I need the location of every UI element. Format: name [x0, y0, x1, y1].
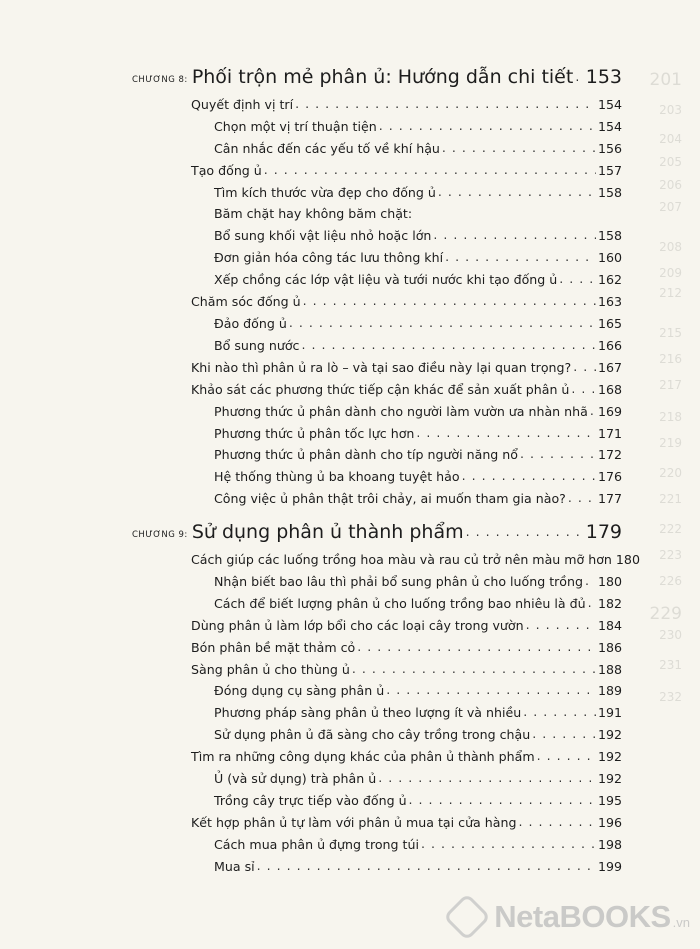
entry-page-number: 184: [597, 617, 622, 633]
leader-dots: [264, 164, 596, 177]
watermark-suffix: .vn: [672, 914, 690, 930]
toc-subentry: [214, 427, 622, 441]
toc-subentry: [214, 597, 622, 611]
entry-title: Mua sỉ: [214, 858, 255, 874]
show-through-page-number: 221: [659, 492, 682, 506]
toc-subentry: [214, 470, 622, 484]
entry-page-number: 180: [615, 552, 640, 567]
entry-page-number: 198: [597, 836, 622, 852]
entry-page-number: 186: [597, 639, 622, 655]
show-through-page-number: 217: [659, 378, 682, 392]
entry-page-number: 182: [597, 595, 622, 611]
entry-page-number: 157: [597, 162, 622, 178]
leader-dots: [573, 361, 596, 374]
entry-page-number: 163: [597, 294, 622, 310]
toc-subentry: [214, 684, 622, 698]
chapter-heading: [132, 68, 622, 87]
entry-title: Chọn một vị trí thuận tiện: [214, 118, 377, 134]
entry-title: Phương thức ủ phân tốc lực hơn: [214, 425, 415, 441]
toc-subentry: [214, 772, 622, 786]
show-through-page-number: 212: [659, 286, 682, 300]
entry-title: Hệ thống thùng ủ ba khoang tuyệt hảo: [214, 469, 460, 485]
entry-title: Tìm ra những công dụng khác của phân ủ thành phẩm: [191, 749, 535, 765]
leader-dots: [559, 273, 596, 286]
show-through-page-number: 208: [659, 240, 682, 254]
entry-title: Bổ sung khối vật liệu nhỏ hoặc lớn: [214, 228, 432, 244]
show-through-page-number: 215: [659, 326, 682, 340]
entry-title: Phương thức ủ phân dành cho người làm vườn ưa nhàn nhã: [214, 403, 588, 419]
toc-subentry: [214, 860, 622, 874]
entry-title: Kết hợp phân ủ tự làm với phân ủ mua tại cửa hàng: [191, 814, 517, 830]
toc-subentry: [214, 120, 622, 134]
entry-page-number: 160: [597, 250, 622, 266]
leader-dots: [289, 317, 596, 330]
leader-dots: [303, 295, 596, 308]
toc-subentry: [214, 448, 622, 462]
show-through-page-number: 209: [659, 266, 682, 280]
entry-title: Nhận biết bao lâu thì phải bổ sung phân ủ cho luống trồng: [214, 573, 583, 589]
show-through-page-number: 223: [659, 548, 682, 562]
entry-page-number: 154: [597, 97, 622, 112]
toc-entry: [191, 641, 622, 655]
entry-title: Phương pháp sàng phân ủ theo lượng ít và nhiều: [214, 705, 522, 721]
entry-title: Sàng phân ủ cho thùng ủ: [191, 661, 350, 677]
show-through-page-number: 218: [659, 410, 682, 424]
chapter-label: CHƯƠNG 8:: [132, 74, 188, 85]
leader-dots: [386, 684, 596, 697]
leader-dots: [257, 860, 596, 873]
show-through-page-number: 222: [659, 522, 682, 536]
show-through-page-number: 229: [649, 604, 682, 624]
entry-title: Quyết định vị trí: [191, 97, 294, 112]
leader-dots: [585, 575, 596, 588]
toc-entry: [191, 383, 622, 397]
entry-page-number: 192: [597, 727, 622, 743]
entry-page-number: 158: [597, 184, 622, 200]
leader-dots: [416, 427, 596, 440]
entry-page-number: 196: [597, 814, 622, 830]
leader-dots: [295, 98, 596, 111]
leader-dots: [520, 448, 596, 461]
leader-dots: [466, 526, 584, 539]
toc-subentry: [214, 186, 622, 200]
show-through-page-number: 216: [659, 352, 682, 366]
leader-dots: [438, 186, 596, 199]
entry-page-number: 158: [597, 228, 622, 244]
entry-page-number: 180: [597, 573, 622, 589]
brand-logo-icon: [443, 893, 491, 941]
toc-subentry: [214, 273, 622, 287]
leader-dots: [537, 750, 596, 763]
entry-title: Dùng phân ủ làm lớp bổi cho các loại cây trong vườn: [191, 617, 524, 633]
toc-entry: [191, 295, 622, 309]
toc-entry: [191, 361, 622, 375]
leader-dots: [462, 470, 596, 483]
leader-dots: [379, 120, 596, 133]
entry-page-number: 169: [597, 403, 622, 419]
show-through-page-number: 204: [659, 132, 682, 146]
entry-page-number: 156: [597, 140, 622, 156]
leader-dots: [357, 641, 596, 654]
toc-entry: [191, 552, 640, 567]
show-through-page-number: 219: [659, 436, 682, 450]
leader-dots: [378, 772, 596, 785]
entry-page-number: 162: [597, 272, 622, 288]
toc-subentry-label: Băm chặt hay không băm chặt:: [214, 205, 413, 221]
toc-entry: [191, 619, 622, 633]
toc-subentry: [214, 142, 622, 156]
leader-dots: [588, 597, 596, 610]
chapter-heading: [132, 523, 622, 542]
toc-subentry: [214, 706, 622, 720]
chapter-label: CHƯƠNG 9:: [132, 529, 188, 540]
leader-dots: [532, 728, 596, 741]
entry-title: Phương thức ủ phân dành cho típ người năng nổ: [214, 447, 518, 463]
leader-dots: [442, 142, 596, 155]
toc-entry: [191, 98, 622, 112]
entry-title: Tìm kích thước vừa đẹp cho đống ủ: [214, 184, 436, 200]
toc-subentry: [214, 251, 622, 265]
chapter-page: 179: [585, 521, 622, 543]
show-through-page-number: 231: [659, 658, 682, 672]
toc-entry: [191, 816, 622, 830]
entry-page-number: 176: [597, 469, 622, 485]
toc-subentry: [214, 229, 622, 243]
entry-page-number: 188: [597, 661, 622, 677]
entry-title: Cách mua phân ủ đựng trong túi: [214, 836, 419, 852]
entry-page-number: 195: [597, 792, 622, 808]
leader-dots: [301, 339, 595, 352]
entry-title: Xếp chồng các lớp vật liệu và tưới nước khi tạo đống ủ: [214, 272, 558, 288]
entry-title: Sử dụng phân ủ đã sàng cho cây trồng trong chậu: [214, 727, 531, 743]
toc-subentry: [214, 728, 622, 742]
show-through-page-number: 220: [659, 466, 682, 480]
entry-page-number: 154: [597, 118, 622, 134]
entry-page-number: 192: [597, 749, 622, 765]
entry-title: Đơn giản hóa công tác lưu thông khí: [214, 250, 444, 266]
entry-page-number: 199: [597, 858, 622, 874]
show-through-page-number: 230: [659, 628, 682, 642]
entry-title: Đóng dụng cụ sàng phân ủ: [214, 683, 385, 699]
entry-page-number: 167: [597, 359, 622, 375]
entry-title: Khảo sát các phương thức tiếp cận khác để sản xuất phân ủ: [191, 381, 570, 397]
entry-title: Cân nhắc đến các yếu tố về khí hậu: [214, 140, 440, 156]
entry-title: Chăm sóc đống ủ: [191, 294, 301, 310]
show-through-page-number: 205: [659, 155, 682, 169]
show-through-page-number: 226: [659, 574, 682, 588]
publisher-watermark: [450, 899, 690, 935]
toc-subentry: [214, 492, 622, 506]
leader-dots: [526, 619, 596, 632]
chapter-title: Phối trộn mẻ phân ủ: Hướng dẫn chi tiết: [191, 66, 574, 88]
entry-title: Cách để biết lượng phân ủ cho luống trồng bao nhiêu là đủ: [214, 595, 586, 611]
entry-page-number: 166: [597, 337, 622, 353]
entry-title: Tạo đống ủ: [191, 162, 262, 178]
leader-dots: [568, 492, 596, 505]
toc-subentry: [214, 575, 622, 589]
entry-page-number: 191: [597, 705, 622, 721]
chapter-page: 153: [585, 66, 622, 88]
show-through-page-number: 207: [659, 200, 682, 214]
toc-subentry: [214, 405, 622, 419]
entry-page-number: 165: [597, 316, 622, 331]
watermark-brand: NetaBOOKS: [494, 899, 671, 934]
leader-dots: [409, 794, 596, 807]
entry-title: Công việc ủ phân thật trôi chảy, ai muốn tham gia nào?: [214, 491, 566, 507]
entry-page-number: 172: [597, 447, 622, 463]
toc-entry: [191, 750, 622, 764]
entry-page-number: 177: [597, 491, 622, 507]
entry-page-number: 189: [597, 683, 622, 699]
leader-dots: [445, 251, 596, 264]
show-through-page-number: 232: [659, 690, 682, 704]
entry-title: Đảo đống ủ: [214, 316, 287, 331]
show-through-page-number: 206: [659, 178, 682, 192]
show-through-page-number: 201: [649, 70, 682, 90]
toc-subentry: [214, 794, 622, 808]
toc-entry: [191, 164, 622, 178]
leader-dots: [518, 816, 595, 829]
leader-dots: [571, 383, 596, 396]
chapter-title: Sử dụng phân ủ thành phẩm: [191, 521, 464, 543]
show-through-page-number: 203: [659, 103, 682, 117]
toc-subentry: [214, 317, 622, 331]
leader-dots: [352, 663, 596, 676]
entry-page-number: 168: [597, 381, 622, 397]
toc-entry: [191, 663, 622, 677]
toc-subentry: [214, 339, 622, 353]
leader-dots: [433, 229, 596, 242]
entry-title: Bổ sung nước: [214, 337, 300, 353]
entry-title: Bón phân bề mặt thảm cỏ: [191, 639, 356, 655]
leader-dots: [421, 838, 596, 851]
entry-title: Ủ (và sử dụng) trà phân ủ: [214, 771, 377, 786]
entry-title: Khi nào thì phân ủ ra lò – và tại sao điều này lại quan trọng?: [191, 359, 572, 375]
entry-title: Trồng cây trực tiếp vào đống ủ: [214, 792, 407, 808]
leader-dots: [590, 405, 596, 418]
entry-title: Cách giúp các luống trồng hoa màu và rau củ trở nên màu mỡ hơn: [191, 552, 612, 567]
leader-dots: [523, 706, 596, 719]
toc-subentry: [214, 838, 622, 852]
entry-page-number: 192: [597, 771, 622, 786]
entry-page-number: 171: [597, 425, 622, 441]
leader-dots: [575, 71, 583, 84]
